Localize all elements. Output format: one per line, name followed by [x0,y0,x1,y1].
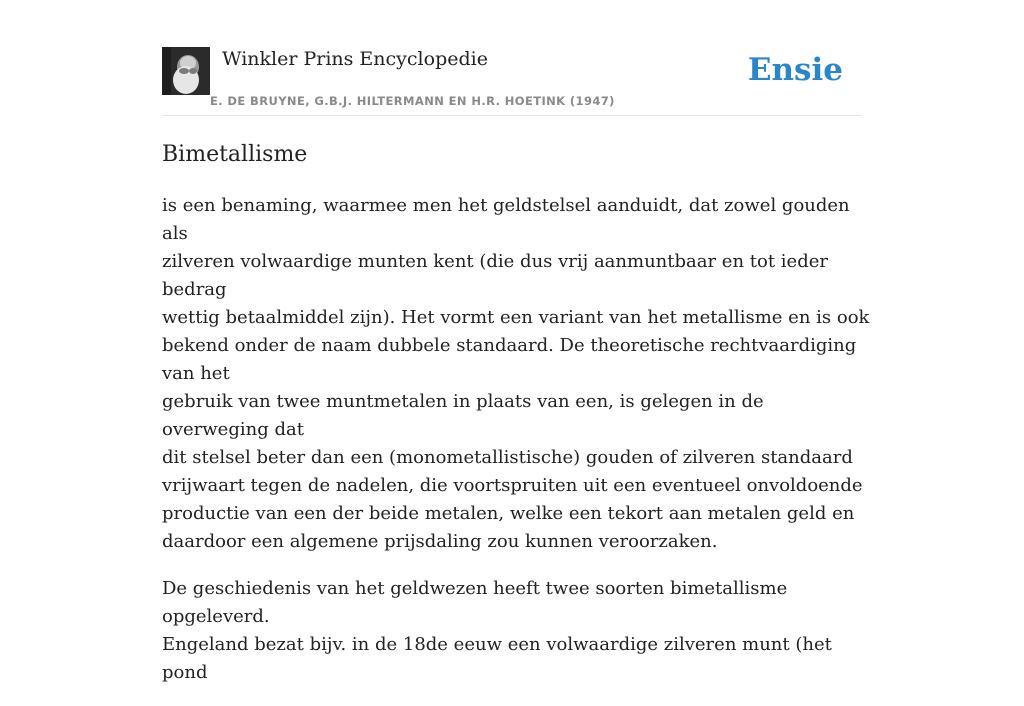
article-paragraph: De geschiedenis van het geldwezen heeft twee soorten bimetallisme opgeleverd. Engeland bezat bijv. in de 18de eeuw een volwaardige zilveren munt (het pond [162,578,832,683]
ensie-logo[interactable]: Ensie [747,52,843,88]
author-portrait-icon [162,47,210,95]
author-avatar[interactable] [162,47,210,95]
authors-credit: E. DE BRUYNE, G.B.J. HILTERMANN EN H.R. HOETINK (1947) [210,94,615,108]
article-paragraph: is een benaming, waarmee men het geldstelsel aanduidt, dat zowel gouden als zilveren volwaardige munten kent (die dus vrij aanmuntbaar en tot ieder bedrag wettig betaalmiddel zijn). Het vormt een variant van het metallisme en is ook bekend onder de naam dubbele standaard. De theoretische rechtvaardiging van het gebruik van twee muntmetalen in plaats van een, is gelegen in de overweging dat dit stelsel beter dan een (monometallistische) gouden of zilveren standaard vrijwaart tegen de nadelen, die voortspruiten uit een eventueel onvoldoende productie van een der beide metalen, welke een tekort aan metalen geld en daardoor een algemene prijsdaling zou kunnen veroorzaken. [162,195,870,552]
site-header [162,46,862,116]
article-title: Bimetallisme [162,142,308,167]
article-body [162,192,872,706]
site-title[interactable]: Winkler Prins Encyclopedie [222,48,488,70]
